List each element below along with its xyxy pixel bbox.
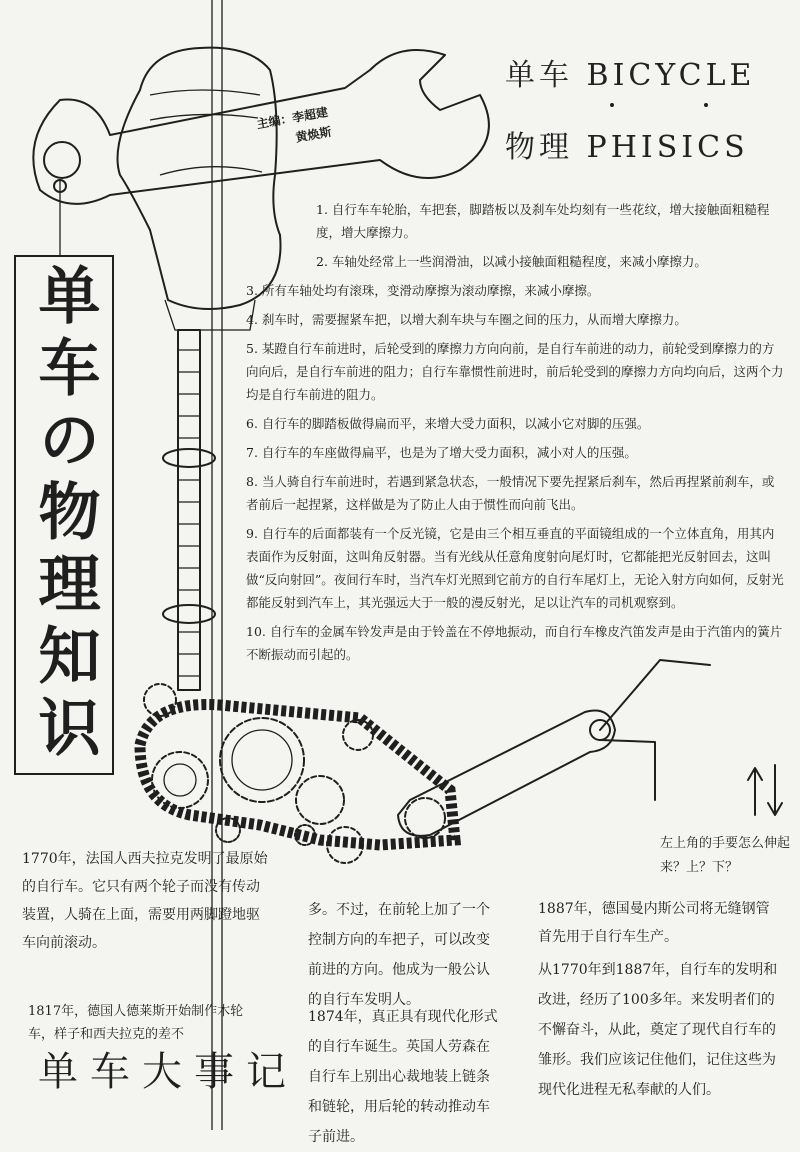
- fact-item: 8. 当人骑自行车前进时，若遇到紧急状态，一般情况下要先捏紧后刹车，然后再捏紧前刹车，或者前后一起捏紧，这样做是为了防止人由于惯性而向前飞出。: [246, 474, 775, 512]
- question-note: 左上角的手要怎么伸起来？上？下？: [660, 836, 791, 875]
- fact-item: 9. 自行车的后面都装有一个反光镜，它是由三个相互垂直的平面镜组成的一个立体直角，用其内表面作为反射面，这叫角反射器。当有光线从任意角度射向尾灯时，它都能把光反射回去，这叫做“反向射回”。夜间行车时，当汽车灯光照到它前方的自行车尾灯上，无论入射方向如何，反射光都能反射到汽车上，其光强远大于一般的漫反射光，足以让汽车的司机观察到。: [246, 526, 784, 610]
- physics-facts-list: [246, 198, 786, 672]
- fact-item: 5. 某蹬自行车前进时，后轮受到的摩擦力方向向前，是自行车前进的动力，前轮受到摩擦力的方向向后，是自行车前进的阻力；自行车靠惯性前进时，前后轮受到的摩擦力方向均向后，这两个力均是自行车前进的阻力。: [246, 341, 784, 402]
- editor-line-2: 黄焕斯: [294, 124, 333, 145]
- rod-ring-upper: [163, 449, 215, 467]
- fact-item: 4. 刹车时，需要握紧车把，以增大刹车块与车圈之间的压力，从而增大摩擦力。: [246, 312, 687, 327]
- wrench-hole: [44, 142, 80, 178]
- fact-item: 10. 自行车的金属车铃发声是由于铃盖在不停地振动，而自行车橡皮汽笛发声是由于汽笛内的簧片不断振动而引起的。: [246, 624, 783, 662]
- rod-threads: [178, 350, 200, 676]
- editor-line-1: 主编：李超建: [255, 105, 329, 132]
- fact-item: 1. 自行车车轮胎，车把套，脚踏板以及刹车处均刻有一些花纹，增大接触面粗糙程度，增大摩擦力。: [316, 202, 770, 240]
- timeline-1887: 1887年，德国曼内斯公司将无缝钢管首先用于自行车生产。: [538, 901, 770, 945]
- vertical-title-box: [14, 255, 114, 775]
- fact-item: 7. 自行车的车座做得扁平，也是为了增大受力面积，减小对人的压强。: [246, 445, 637, 460]
- pedal-lever: [600, 660, 710, 800]
- vertical-title: 单车の物理知识: [28, 263, 101, 767]
- arrow-up-icon: [748, 768, 762, 815]
- fact-item: 6. 自行车的脚踏板做得扁而平，来增大受力面积，以减小它对脚的压强。: [246, 416, 650, 431]
- timeline-continued: 多。不过，在前轮上加了一个控制方向的车把子，可以改变前进的方向。他成为一般公认的自行车发明人。: [308, 902, 490, 1008]
- timeline-1770: 1770年，法国人西夫拉克发明了最原始的自行车。它只有两个轮子而没有传动装置，人骑在上面，需要用两脚蹬地驱车向前滚动。: [22, 851, 268, 951]
- rod-ring-lower: [163, 605, 215, 623]
- headline-bicycle: 单车 BICYCLE: [505, 58, 756, 93]
- bicycle-chain: [140, 705, 455, 846]
- gear-left-inner: [164, 764, 196, 796]
- timeline-1817: 1817年，德国人德莱斯开始制作木轮车，样子和西夫拉克的差不: [28, 1004, 244, 1042]
- gear-left: [152, 752, 208, 808]
- headline-dot-2: [704, 103, 708, 107]
- gear-large-inner: [232, 730, 292, 790]
- events-title: 单车大事记: [38, 1049, 298, 1095]
- timeline-summary: 从1770年到1887年，自行车的发明和改进，经历了100多年。来发明者们的不懈奋斗，从此，奠定了现代自行车的雏形。我们应该记住他们，记住这些为现代化进程无私奉献的人们。: [538, 962, 778, 1098]
- gear-top-right: [343, 720, 373, 750]
- headline-physics: 物理 PHISICS: [505, 130, 749, 165]
- gear-right: [296, 776, 344, 824]
- threaded-rod: [178, 330, 200, 690]
- fact-item: 3. 所有车轴处均有滚珠，变滑动摩擦为滚动摩擦，来减小摩擦。: [246, 283, 600, 298]
- crank-gear: [405, 798, 445, 838]
- headline-dot-1: [610, 103, 614, 107]
- fact-item: 2. 车轴处经常上一些润滑油，以减小接触面粗糙程度，来减小摩擦力。: [316, 254, 707, 269]
- timeline-1874: 1874年，真正具有现代化形式的自行车诞生。英国人劳森在自行车上别出心裁地装上链条和链轮，用后轮的转动推动车子前进。: [308, 1009, 498, 1145]
- arrow-down-icon: [768, 765, 782, 815]
